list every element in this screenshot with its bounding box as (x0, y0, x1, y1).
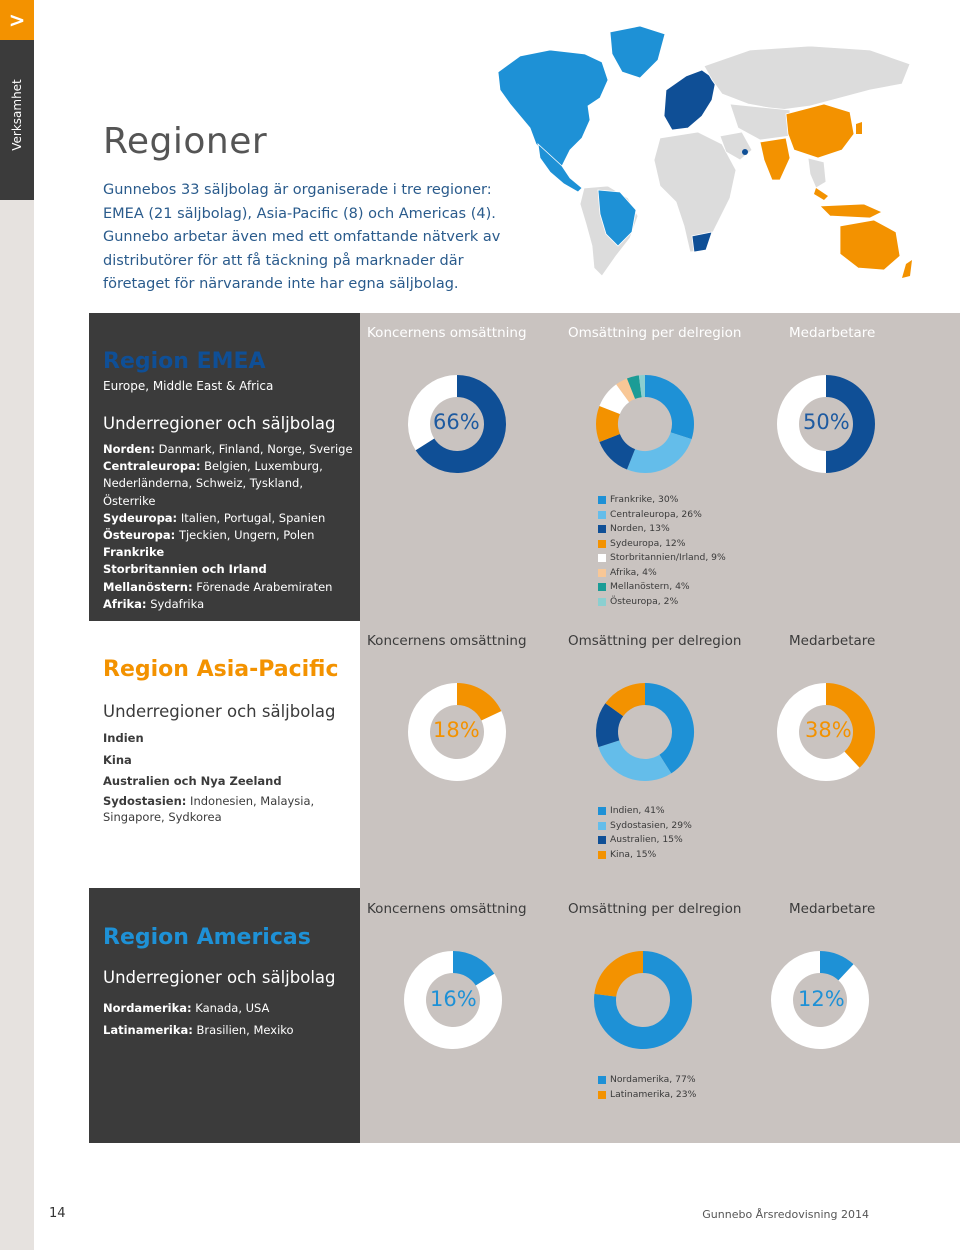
map-africa (654, 132, 736, 252)
legend-label: Östeuropa, 2% (610, 595, 679, 607)
americas-title: Region Americas (103, 925, 311, 950)
map-north-america (498, 50, 608, 170)
legend-label: Mellanöstern, 4% (610, 581, 690, 592)
legend-label: Centraleuropa, 26% (610, 508, 702, 520)
legend-item (598, 580, 726, 595)
legend-swatch (598, 540, 606, 548)
legend-swatch (598, 1076, 606, 1084)
emea-employees-header: Medarbetare (789, 325, 876, 341)
legend-item (598, 848, 692, 863)
map-malaysia (814, 188, 828, 200)
list-item: Australien och Nya Zeeland (103, 774, 282, 788)
map-greenland (610, 26, 665, 78)
legend-label: Australien, 15% (610, 834, 683, 845)
list-item: Frankrike (103, 545, 165, 560)
donut-slice (609, 744, 666, 770)
apac-revenue-header: Koncernens omsättning (367, 633, 527, 649)
map-europe (664, 70, 716, 130)
legend-swatch (598, 511, 606, 519)
page-number: 14 (49, 1206, 66, 1221)
legend-item (598, 819, 692, 834)
legend-item (598, 833, 692, 848)
legend-item (598, 537, 726, 552)
donut-slice (457, 694, 491, 716)
donut-slice (605, 962, 643, 995)
map-uae (742, 149, 748, 155)
legend-label: Norden, 13% (610, 523, 670, 534)
emea-legend (598, 493, 726, 609)
map-indonesia (820, 204, 882, 218)
americas-revenue-header: Koncernens omsättning (367, 901, 527, 917)
legend-swatch (598, 851, 606, 859)
donut-slice (631, 386, 640, 388)
list-item: Östeuropa: Tjeckien, Ungern, Polen (103, 528, 315, 543)
apac-title: Region Asia-Pacific (103, 657, 339, 682)
donut-slice (631, 436, 681, 462)
map-australia (840, 220, 900, 270)
list-item: Storbritannien och Irland (103, 562, 267, 577)
americas-legend (598, 1073, 696, 1102)
legend-swatch (598, 836, 606, 844)
legend-swatch (598, 1091, 606, 1099)
apac-subregion-donut (590, 677, 700, 787)
apac-subhead: Underregioner och säljbolag (103, 702, 336, 721)
legend-item (598, 1088, 696, 1103)
legend-swatch (598, 822, 606, 830)
list-item: Mellanöstern: Förenade Arabemiraten (103, 579, 333, 594)
map-china (786, 104, 854, 158)
emea-employees-pct: 50% (803, 410, 850, 434)
legend-label: Sydeuropa, 12% (610, 537, 686, 549)
donut-slice (614, 694, 645, 710)
donut-slice (607, 410, 610, 438)
map-india (760, 138, 790, 180)
section-tab (0, 40, 34, 200)
legend-swatch (598, 554, 606, 562)
apac-legend (598, 804, 692, 862)
donut-slice (607, 710, 614, 744)
legend-swatch (598, 496, 606, 504)
legend-item (598, 522, 726, 537)
legend-item (598, 508, 726, 523)
map-se-asia (808, 158, 826, 188)
section-label: Verksamhet (10, 79, 24, 151)
americas-subregion-donut (588, 945, 698, 1055)
legend-label: Sydostasien, 29% (610, 819, 692, 831)
donut-slice (623, 389, 631, 394)
intro-text: Gunnebos 33 säljbolag är organiserade i tre regioner: EMEA (21 säljbolag), Asia-Pacific (8) och Americas (4). Gunnebo arbetar även med ett omfattande nätverk av distributörer för att få täckning på marknader där företaget för närvarande inte har egna säljbolag. (103, 182, 501, 292)
apac-employees-pct: 38% (805, 718, 852, 742)
americas-revenue-pct: 16% (430, 987, 477, 1011)
legend-label: Latinamerika, 23% (610, 1088, 697, 1100)
americas-employees-header: Medarbetare (789, 901, 876, 917)
donut-slice (453, 962, 485, 980)
list-item: Nordamerika: Kanada, USA (103, 1001, 270, 1015)
emea-subtitle: Europe, Middle East & Africa (103, 379, 274, 393)
map-south-africa (692, 232, 712, 252)
legend-item (598, 804, 692, 819)
legend-label: Afrika, 4% (610, 566, 657, 578)
americas-employees-pct: 12% (798, 987, 845, 1011)
list-item: Sydostasien: Indonesien, Malaysia, Singapore, Sydkorea (103, 793, 315, 824)
world-map (490, 20, 920, 280)
legend-label: Storbritannien/Irland, 9% (610, 552, 726, 563)
publication-name: Gunnebo Årsredovisning 2014 (702, 1208, 869, 1221)
emea-revenue-pct: 66% (433, 410, 480, 434)
donut-slice (645, 694, 683, 764)
emea-title: Region EMEA (103, 349, 266, 374)
americas-subregion-header: Omsättning per delregion (568, 901, 742, 917)
apac-revenue-pct: 18% (433, 718, 480, 742)
list-item: Norden: Danmark, Finland, Norge, Sverige (103, 442, 353, 456)
apac-employees-header: Medarbetare (789, 633, 876, 649)
legend-label: Kina, 15% (610, 848, 657, 860)
list-item: Kina (103, 752, 132, 767)
legend-swatch (598, 583, 606, 591)
legend-item (598, 566, 726, 581)
list-item: Sydeuropa: Italien, Portugal, Spanien (103, 510, 326, 525)
list-item: Afrika: Sydafrika (103, 596, 205, 611)
legend-item (598, 595, 726, 610)
emea-subregion-header: Omsättning per delregion (568, 325, 742, 341)
americas-subregion-list (103, 997, 353, 1041)
donut-slice (645, 386, 683, 436)
page-title: Regioner (103, 121, 268, 162)
legend-label: Indien, 41% (610, 805, 665, 816)
legend-item (598, 493, 726, 508)
legend-swatch (598, 525, 606, 533)
donut-slice (610, 438, 631, 459)
map-korea (856, 122, 862, 134)
americas-subhead: Underregioner och säljbolag (103, 968, 336, 987)
legend-swatch (598, 598, 606, 606)
emea-subhead: Underregioner och säljbolag (103, 414, 336, 433)
emea-subregion-list (103, 441, 353, 613)
donut-slice (820, 962, 846, 972)
legend-swatch (598, 807, 606, 815)
apac-subregion-list (103, 728, 353, 825)
sidebar (0, 0, 34, 1250)
map-new-zealand (902, 260, 912, 278)
list-item: Latinamerika: Brasilien, Mexiko (103, 1023, 294, 1037)
legend-label: Nordamerika, 77% (610, 1074, 696, 1085)
chevron-right-icon[interactable]: > (0, 0, 34, 40)
legend-swatch (598, 569, 606, 577)
emea-subregion-donut (590, 369, 700, 479)
apac-subregion-header: Omsättning per delregion (568, 633, 742, 649)
list-item: Centraleuropa: Belgien, Luxemburg, Nederländerna, Schweiz, Tyskland, Österrike (103, 459, 323, 508)
legend-label: Frankrike, 30% (610, 494, 679, 505)
legend-item (598, 551, 726, 566)
donut-slice (610, 393, 623, 410)
legend-item (598, 1073, 696, 1088)
map-russia (704, 46, 910, 110)
list-item: Indien (103, 731, 144, 745)
emea-revenue-header: Koncernens omsättning (367, 325, 527, 341)
